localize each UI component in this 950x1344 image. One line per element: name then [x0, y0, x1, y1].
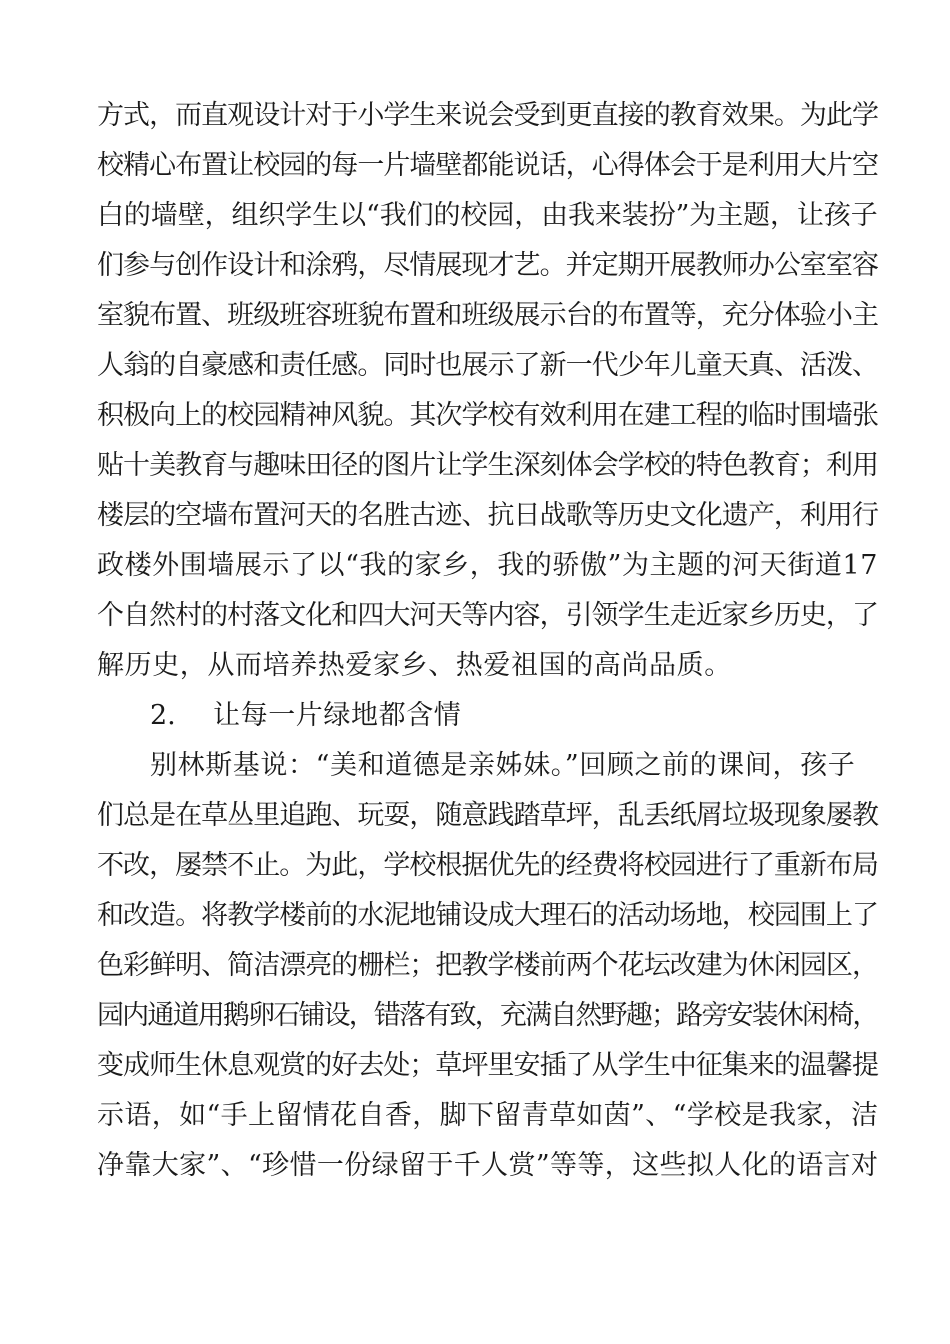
- paragraph1-line: 解历史，从而培养热爱家乡、热爱祖国的高尚品质。: [97, 650, 732, 681]
- paragraph1-line: 贴十美教育与趣味田径的图片让学生深刻体会学校的特色教育；利用: [97, 450, 878, 481]
- paragraph1-line: 政楼外围墙展示了以“我的家乡，我的骄傲”为主题的河天街道17: [97, 550, 878, 581]
- paragraph1-line: 个自然村的村落文化和四大河天等内容，引领学生走近家乡历史，了: [97, 600, 878, 631]
- paragraph1-line: 方式，而直观设计对于小学生来说会受到更直接的教育效果。为此学: [97, 100, 878, 131]
- paragraph2-line: 不改，屡禁不止。为此，学校根据优先的经费将校园进行了重新布局: [97, 850, 878, 881]
- paragraph2-line: 别林斯基说：“美和道德是亲姊妹。”回顾之前的课间，孩子: [150, 750, 856, 781]
- paragraph1-line: 人翁的自豪感和责任感。同时也展示了新一代少年儿童天真、活泼、: [97, 350, 878, 381]
- paragraph1-line: 校精心布置让校园的每一片墙壁都能说话，心得体会于是利用大片空: [97, 150, 878, 181]
- paragraph2-line: 们总是在草丛里追跑、玩耍，随意践踏草坪，乱丢纸屑垃圾现象屡教: [97, 800, 878, 831]
- paragraph1-line: 们参与创作设计和涂鸦，尽情展现才艺。并定期开展教师办公室室容: [97, 250, 878, 281]
- paragraph2-line: 示语，如“手上留情花自香，脚下留青草如茵”、“学校是我家，洁: [97, 1100, 879, 1131]
- paragraph1-line: 楼层的空墙布置河天的名胜古迹、抗日战歌等历史文化遗产，利用行: [97, 500, 878, 531]
- paragraph1-line: 室貌布置、班级班容班貌布置和班级展示台的布置等，充分体验小主: [97, 300, 878, 331]
- paragraph2-line: 色彩鲜明、简洁漂亮的栅栏；把教学楼前两个花坛改建为休闲园区，: [97, 950, 878, 981]
- paragraph1-line: 积极向上的校园精神风貌。其次学校有效利用在建工程的临时围墙张: [97, 400, 878, 431]
- section-number: 2.: [150, 700, 176, 731]
- paragraph2-line: 园内通道用鹅卵石铺设，错落有致，充满自然野趣；路旁安装休闲椅，: [97, 1000, 878, 1031]
- paragraph1-line: 白的墙壁，组织学生以“我们的校园，由我来装扮”为主题，让孩子: [97, 200, 878, 231]
- paragraph2-line: 净靠大家”、“珍惜一份绿留于千人赏”等等，这些拟人化的语言对: [97, 1150, 879, 1181]
- section-heading: 让每一片绿地都含情: [213, 700, 462, 731]
- paragraph2-line: 和改造。将教学楼前的水泥地铺设成大理石的活动场地，校园围上了: [97, 900, 878, 931]
- paragraph2-line: 变成师生休息观赏的好去处；草坪里安插了从学生中征集来的温馨提: [97, 1050, 878, 1081]
